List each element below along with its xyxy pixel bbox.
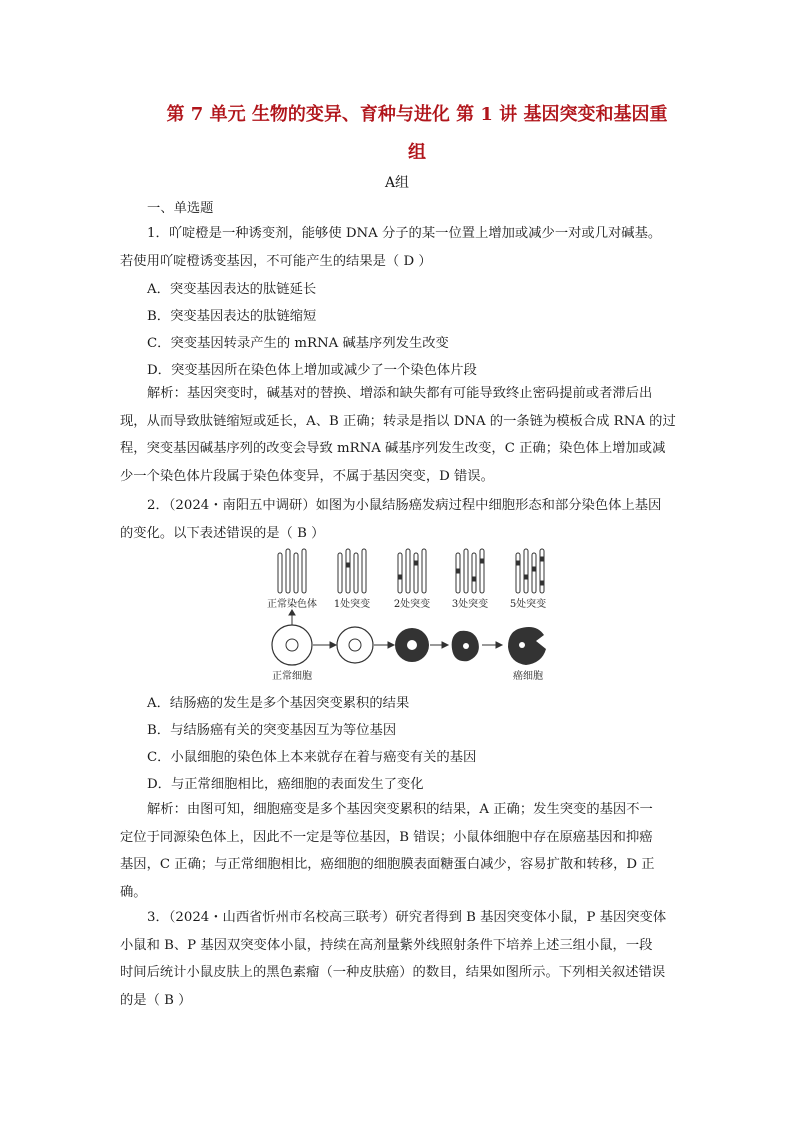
cancer-progression-figure: [260, 545, 560, 685]
q2-stem-line: 的变化。以下表述错误的是（ B ）: [120, 525, 325, 541]
dark-cell-1: [395, 628, 429, 662]
q1-analysis-line: 程，突变基因碱基序列的改变会导致 mRNA 碱基序列发生改变，C 正确；染色体上增加或减: [120, 441, 666, 457]
q1-analysis-line: 解析：基因突变时，碱基对的替换、增添和缺失都有可能导致终止密码提前或者滞后出: [147, 386, 653, 401]
q1-stem-line: 1．吖啶橙是一种诱变剂，能够使 DNA 分子的某一位置上增加或减少一对或几对碱基。: [147, 226, 662, 241]
normal-cell-1: [272, 625, 312, 665]
q3-stem-line: 3．（2024・山西省忻州市名校高三联考）研究者得到 B 基因突变体小鼠，P 基因突变体: [147, 910, 667, 925]
q2-option-c: C．小鼠细胞的染色体上本来就存在着与癌变有关的基因: [147, 750, 477, 765]
q3-stem-line: 的是（ B ）: [120, 992, 192, 1008]
chromosome-group-normal: [278, 549, 306, 593]
title-line-2: 组: [408, 142, 426, 163]
q1-analysis-line: 现，从而导致肽链缩短或延长，A、B 正确；转录是指以 DNA 的一条链为模板合成 RNA 的过: [120, 413, 676, 429]
cancer-cell: [508, 627, 546, 665]
q3-stem: [120, 904, 676, 1014]
q1-option-d: D．突变基因所在染色体上增加或减少了一个染色体片段: [147, 363, 477, 378]
q2-option-a: A．结肠癌的发生是多个基因突变累积的结果: [147, 696, 410, 711]
chromosome-label-normal: 正常染色体: [267, 599, 317, 610]
q1-stem: [120, 220, 676, 275]
group-label: A组: [384, 175, 410, 191]
chromosome-group-3-mutations: [456, 549, 484, 593]
q2-analysis-line: 确。: [120, 884, 147, 900]
chromosome-group-2-mutations: [398, 549, 426, 593]
q2-stem-line: 2．（2024・南阳五中调研）如图为小鼠结肠癌发病过程中细胞形态和部分染色体上基因: [147, 498, 662, 513]
dark-cell-2: [452, 631, 479, 662]
q2-option-d: D．与正常细胞相比，癌细胞的表面发生了变化: [147, 777, 424, 792]
q2-option-b: B．与结肠癌有关的突变基因互为等位基因: [147, 723, 397, 738]
normal-cell-label: 正常细胞: [272, 671, 312, 682]
q2-analysis-line: 解析：由图可知，细胞癌变是多个基因突变累积的结果，A 正确；发生突变的基因不一: [147, 802, 653, 817]
q1-option-c: C．突变基因转录产生的 mRNA 碱基序列发生改变: [147, 336, 449, 351]
q1-stem-line: 若使用吖啶橙诱变基因，不可能产生的结果是（ D ）: [120, 253, 432, 269]
title-line-1: 第 7 单元 生物的变异、育种与进化 第 1 讲 基因突变和基因重: [166, 104, 668, 125]
q1-analysis-line: 少一个染色体片段属于染色体变异，不属于基因突变，D 错误。: [120, 468, 494, 484]
section-label: 一、单选题: [147, 201, 214, 216]
chromosome-label-3: 3处突变: [451, 599, 489, 610]
q2-stem: [120, 492, 676, 547]
q1-option-b: B．突变基因表达的肽链缩短: [147, 309, 317, 324]
q1-option-a: A．突变基因表达的肽链延长: [147, 282, 317, 297]
q3-stem-line: 小鼠和 B、P 基因双突变体小鼠，持续在高剂量紫外线照射条件下培养上述三组小鼠，一段: [120, 937, 653, 953]
q2-analysis-line: 基因，C 正确；与正常细胞相比，癌细胞的细胞膜表面糖蛋白减少，容易扩散和转移，D 正: [120, 857, 655, 873]
chromosome-group-1-mutation: [338, 549, 366, 593]
chromosome-label-5: 5处突变: [509, 599, 547, 610]
chromosome-group-5-mutations: [516, 549, 544, 593]
q3-stem-line: 时间后统计小鼠皮肤上的黑色素瘤（一种皮肤癌）的数目，结果如图所示。下列相关叙述错误: [120, 965, 666, 981]
chromosome-label-1: 1处突变: [333, 599, 371, 610]
chromosome-label-2: 2处突变: [393, 599, 431, 610]
normal-cell-2: [337, 627, 373, 663]
cancer-cell-label: 癌细胞: [513, 671, 543, 682]
q1-analysis: [120, 380, 676, 490]
q2-analysis-line: 定位于同源染色体上，因此不一定是等位基因，B 错误；小鼠体细胞中存在原癌基因和抑癌: [120, 829, 653, 845]
q2-analysis: [120, 796, 676, 906]
page-title: [120, 96, 714, 172]
